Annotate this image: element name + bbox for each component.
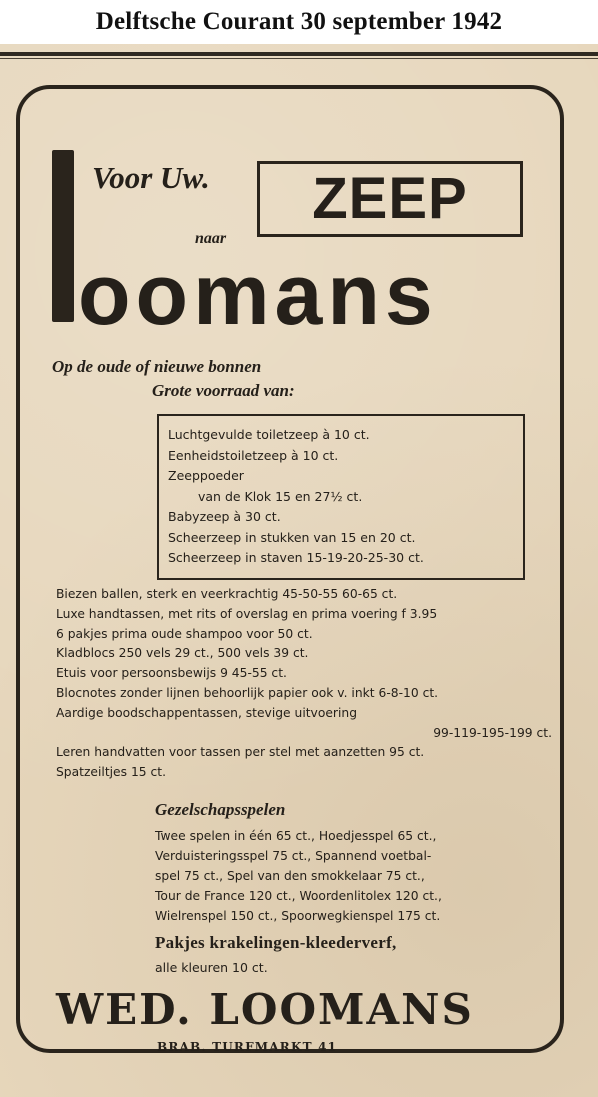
list-item: Kladblocs 250 vels 29 ct., 500 vels 39 ct.	[56, 646, 309, 661]
list-item: Wielrenspel 150 ct., Spoorwegkienspel 175 ct.	[155, 909, 441, 923]
top-rule	[0, 52, 598, 56]
shop-name: WED. LOOMANS	[56, 985, 474, 1034]
list-item: van de Klok 15 en 27½ ct.	[198, 488, 363, 504]
list-item: 6 pakjes prima oude shampoo voor 50 ct.	[56, 626, 313, 641]
list-item: Biezen ballen, sterk en veerkrachtig 45-50-55 60-65 ct.	[56, 587, 398, 601]
list-item: Etuis voor persoonsbewijs 9 45-55 ct.	[56, 666, 287, 681]
list-item: spel 75 ct., Spel van den smokkelaar 75 ct.,	[155, 869, 425, 883]
games-heading: Gezelschapsspelen	[155, 800, 286, 819]
naar-label: naar	[195, 230, 227, 247]
list-item: 99-119-195-199 ct.	[433, 725, 552, 740]
list-item: Eenheidstoiletzeep à 10 ct.	[168, 447, 339, 463]
product-name: ZEEP	[312, 166, 468, 231]
pakjes-price: alle kleuren 10 ct.	[155, 960, 268, 975]
list-item: Leren handvatten voor tassen per stel met aanzetten 95 ct.	[56, 745, 425, 760]
intro-line-1: Op de oude of nieuwe bonnen	[52, 357, 262, 376]
brand-logo: oomans	[78, 247, 438, 343]
shop-address: BRAB. TURFMARKT 41	[157, 1040, 338, 1054]
intro-line-2: Grote voorraad van:	[152, 381, 295, 400]
games-list	[155, 826, 527, 926]
list-item: Tour de France 120 ct., Woordenlitolex 120 ct.,	[155, 889, 442, 903]
top-rule-thin	[0, 58, 598, 59]
pakjes-heading: Pakjes krakelingen-kleederverf,	[155, 933, 397, 952]
list-item: Scheerzeep in staven 15-19-20-25-30 ct.	[168, 550, 424, 565]
item-list	[56, 585, 556, 783]
list-item: Babyzeep à 30 ct.	[168, 509, 281, 524]
list-item: Luchtgevulde toiletzeep à 10 ct.	[168, 427, 370, 442]
list-item: Blocnotes zonder lijnen behoorlijk papier ook v. inkt 6-8-10 ct.	[56, 685, 439, 700]
list-item: Zeeppoeder	[168, 468, 244, 483]
list-item: Twee spelen in één 65 ct., Hoedjesspel 65 ct.,	[155, 829, 437, 843]
brand-initial-l	[52, 150, 74, 322]
intro-text	[52, 355, 295, 403]
list-item: Spatzeiltjes 15 ct.	[56, 765, 166, 780]
page-caption: Delftsche Courant 30 september 1942	[0, 0, 598, 44]
list-item: Aardige boodschappentassen, stevige uitvoering	[56, 705, 357, 720]
list-item: Luxe handtassen, met rits of overslag en prima voering f 3.95	[56, 606, 438, 621]
list-item: Scheerzeep in stukken van 15 en 20 ct.	[168, 529, 416, 545]
stock-list	[168, 425, 520, 569]
headline-prefix: Voor Uw.	[92, 160, 210, 195]
list-item: Verduisteringsspel 75 ct., Spannend voetbal-	[155, 849, 432, 863]
